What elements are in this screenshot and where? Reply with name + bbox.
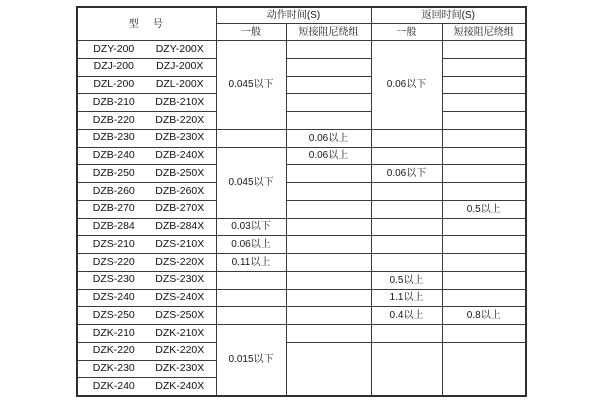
header-operate-damping: 短接阻尼绕组: [286, 24, 371, 41]
value-cell-return_general: 1.1以上: [371, 289, 442, 307]
value-cell-operate_general: 0.045以下: [216, 41, 286, 130]
value-cell-return_general: 0.06以下: [371, 41, 442, 130]
value-cell-return_general: [371, 254, 442, 272]
model-cell: [77, 165, 216, 183]
table-row: [77, 58, 526, 76]
model-cell: [77, 236, 216, 254]
model-x-label: DZB-270X: [155, 202, 205, 215]
model-cell: [77, 94, 216, 112]
model-cell: [77, 147, 216, 165]
value-cell-operate_damping: 0.06以上: [286, 129, 371, 147]
model-label: DZB-284: [92, 220, 135, 233]
model-label: DZB-270: [92, 202, 135, 215]
model-cell: [77, 183, 216, 201]
value-cell-return_general: 0.4以上: [371, 307, 442, 325]
value-cell-operate_damping: [286, 236, 371, 254]
model-x-label: DZK-240X: [155, 379, 205, 392]
header-model: 型 号: [77, 7, 216, 41]
table-row: [77, 342, 526, 360]
model-label: DZK-210: [92, 326, 135, 339]
value-cell-operate_damping: 0.06以上: [286, 147, 371, 165]
value-cell-return_damping: [442, 325, 526, 343]
table-row: [77, 76, 526, 94]
value-cell-return_general: [371, 147, 442, 165]
value-cell-operate_general: [216, 129, 286, 147]
model-cell: [77, 342, 216, 360]
value-cell-operate_general: [216, 307, 286, 325]
value-cell-return_damping: [442, 165, 526, 183]
table-row: [77, 289, 526, 307]
model-cell: [77, 289, 216, 307]
header-return-time: 返回时间(S): [371, 7, 526, 24]
value-cell-return_damping: [442, 94, 526, 112]
value-cell-operate_damping: [286, 342, 371, 395]
table-row: [77, 129, 526, 147]
value-cell-return_general: [371, 129, 442, 147]
table-row: [77, 271, 526, 289]
value-cell-return_general: 0.06以下: [371, 165, 442, 183]
table-row: [77, 325, 526, 343]
model-x-label: DZK-210X: [155, 326, 205, 339]
model-cell: [77, 200, 216, 218]
header-operate-time: 动作时间(S): [216, 7, 371, 24]
header-return-damping: 短接阻尼绕组: [442, 24, 526, 41]
spec-table: [76, 6, 527, 397]
value-cell-return_damping: [442, 254, 526, 272]
model-cell: [77, 271, 216, 289]
table-row: [77, 307, 526, 325]
table-row: [77, 218, 526, 236]
model-label: DZK-230: [92, 362, 135, 375]
model-label: DZS-220: [92, 255, 135, 268]
model-cell: [77, 58, 216, 76]
value-cell-operate_damping: [286, 289, 371, 307]
model-x-label: DZB-240X: [155, 149, 205, 162]
table-row: [77, 254, 526, 272]
value-cell-operate_damping: [286, 325, 371, 343]
value-cell-return_damping: [442, 41, 526, 59]
value-cell-operate_damping: [286, 183, 371, 201]
value-cell-return_general: [371, 325, 442, 343]
value-cell-operate_damping: [286, 41, 371, 59]
model-label: DZL-200: [93, 78, 135, 91]
value-cell-operate_damping: [286, 200, 371, 218]
model-x-label: DZK-220X: [155, 344, 205, 357]
model-cell: [77, 378, 216, 396]
model-x-label: DZB-220X: [155, 113, 205, 126]
model-label: DZB-230: [92, 131, 135, 144]
model-x-label: DZS-250X: [155, 308, 205, 321]
model-label: DZS-250: [92, 308, 135, 321]
value-cell-return_damping: [442, 236, 526, 254]
model-x-label: DZS-220X: [155, 255, 205, 268]
value-cell-operate_general: 0.11以上: [216, 254, 286, 272]
model-cell: [77, 218, 216, 236]
value-cell-operate_damping: [286, 58, 371, 76]
model-x-label: DZB-210X: [155, 95, 205, 108]
value-cell-operate_damping: [286, 307, 371, 325]
model-x-label: DZS-240X: [155, 291, 205, 304]
value-cell-return_damping: [442, 76, 526, 94]
value-cell-operate_damping: [286, 218, 371, 236]
value-cell-operate_general: [216, 271, 286, 289]
model-x-label: DZL-200X: [155, 78, 204, 91]
table-row: [77, 112, 526, 130]
value-cell-return_general: [371, 218, 442, 236]
value-cell-return_damping: [442, 183, 526, 201]
value-cell-operate_damping: [286, 271, 371, 289]
model-label: DZY-200: [93, 42, 135, 55]
table-row: [77, 94, 526, 112]
spec-table-body: [77, 41, 526, 396]
value-cell-return_general: [371, 183, 442, 201]
value-cell-return_damping: [442, 218, 526, 236]
value-cell-return_damping: 0.8以上: [442, 307, 526, 325]
model-x-label: DZB-260X: [155, 184, 205, 197]
value-cell-return_general: [371, 236, 442, 254]
value-cell-operate_general: 0.015以下: [216, 325, 286, 396]
model-label: DZK-220: [92, 344, 135, 357]
model-x-label: DZB-250X: [155, 166, 205, 179]
model-label: DZJ-200: [93, 60, 134, 73]
model-label: DZB-210: [92, 95, 135, 108]
value-cell-operate_damping: [286, 165, 371, 183]
value-cell-return_general: [371, 200, 442, 218]
model-x-label: DZJ-200X: [156, 60, 204, 73]
model-cell: [77, 254, 216, 272]
model-cell: [77, 76, 216, 94]
model-label: DZB-260: [92, 184, 135, 197]
table-row: [77, 236, 526, 254]
value-cell-operate_damping: [286, 112, 371, 130]
value-cell-operate_general: 0.03以下: [216, 218, 286, 236]
value-cell-operate_damping: [286, 76, 371, 94]
model-x-label: DZK-230X: [155, 362, 205, 375]
table-row: [77, 183, 526, 201]
model-label: DZK-240: [92, 379, 135, 392]
value-cell-return_damping: 0.5以上: [442, 200, 526, 218]
model-label: DZS-240: [92, 291, 135, 304]
model-x-label: DZS-210X: [155, 237, 205, 250]
value-cell-operate_damping: [286, 254, 371, 272]
value-cell-return_damping: [442, 289, 526, 307]
value-cell-return_general: [371, 342, 442, 395]
model-cell: [77, 129, 216, 147]
model-label: DZB-220: [92, 113, 135, 126]
value-cell-return_damping: [442, 147, 526, 165]
value-cell-return_damping: [442, 129, 526, 147]
model-cell: [77, 307, 216, 325]
table-row: [77, 200, 526, 218]
value-cell-return_damping: [442, 58, 526, 76]
value-cell-operate_damping: [286, 94, 371, 112]
value-cell-operate_general: 0.06以上: [216, 236, 286, 254]
header-operate-general: 一般: [216, 24, 286, 41]
model-x-label: DZY-200X: [155, 42, 204, 55]
model-cell: [77, 41, 216, 59]
value-cell-operate_general: [216, 289, 286, 307]
value-cell-return_damping: [442, 342, 526, 395]
table-row: [77, 41, 526, 59]
model-label: DZB-250: [92, 166, 135, 179]
value-cell-return_damping: [442, 271, 526, 289]
model-cell: [77, 112, 216, 130]
model-label: DZS-230: [92, 273, 135, 286]
header-return-general: 一般: [371, 24, 442, 41]
table-row: [77, 147, 526, 165]
spec-table-header: [77, 7, 526, 41]
model-x-label: DZB-230X: [155, 131, 205, 144]
model-label: DZB-240: [92, 149, 135, 162]
model-cell: [77, 325, 216, 343]
header-row-groups: [77, 7, 526, 24]
model-x-label: DZS-230X: [155, 273, 205, 286]
value-cell-return_general: 0.5以上: [371, 271, 442, 289]
table-row: [77, 165, 526, 183]
value-cell-return_damping: [442, 112, 526, 130]
value-cell-operate_general: 0.045以下: [216, 147, 286, 218]
model-cell: [77, 360, 216, 378]
model-label: DZS-210: [92, 237, 135, 250]
model-x-label: DZB-284X: [155, 220, 205, 233]
